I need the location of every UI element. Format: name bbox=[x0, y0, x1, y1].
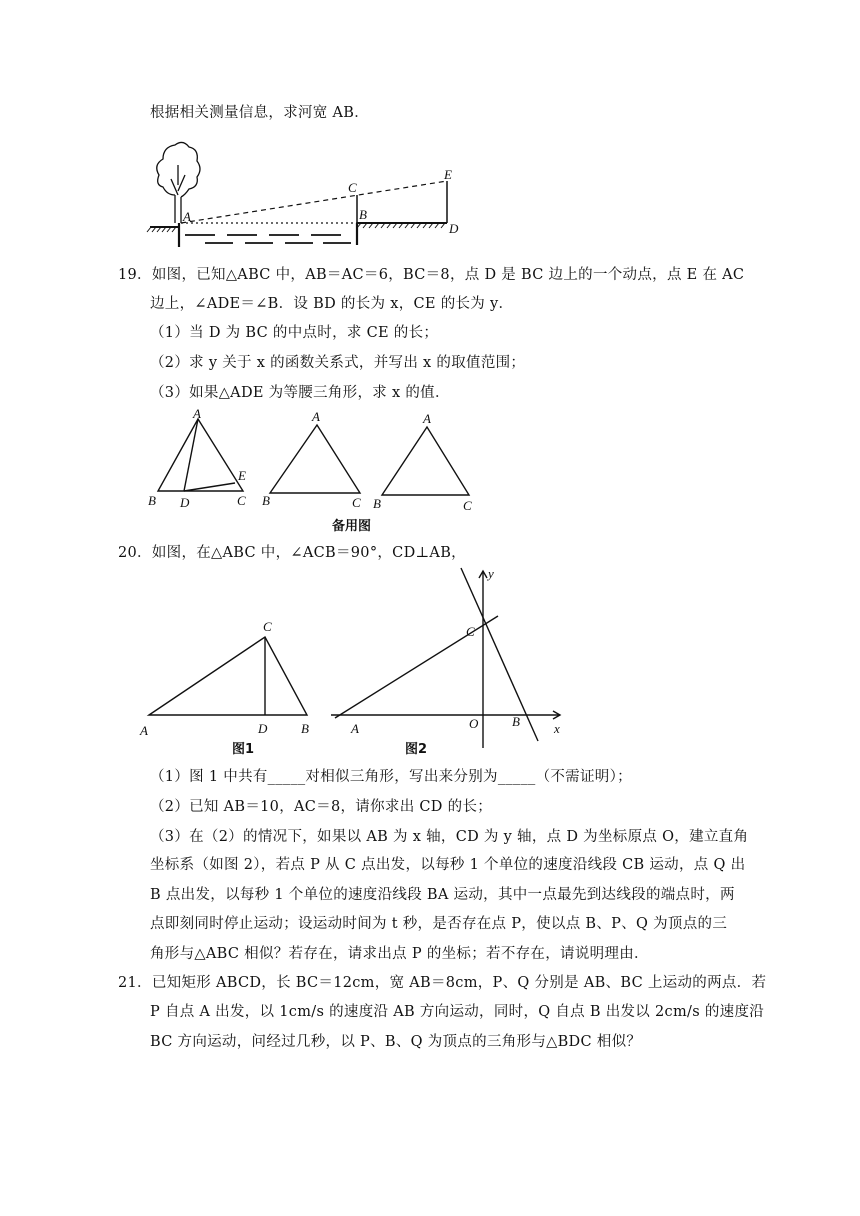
q20-part-3-line-1: （3）在（2）的情况下，如果以 AB 为 x 轴，CD 为 y 轴，点 D 为坐标原点 O，建立直角 bbox=[150, 829, 749, 845]
t2-label-C: C bbox=[352, 495, 361, 510]
t1-label-E: E bbox=[238, 468, 246, 483]
t3-label-A: A bbox=[423, 411, 431, 426]
g2-label-A: A bbox=[351, 721, 359, 736]
g1-label-A: A bbox=[140, 723, 148, 738]
label-E: E bbox=[444, 167, 452, 182]
q20-part-1: （1）图 1 中共有_____对相似三角形，写出来分别为_____（不需证明）； bbox=[150, 769, 632, 785]
g1-label-D: D bbox=[258, 721, 268, 736]
q21-line-1: 21．已知矩形 ABCD，长 BC＝12cm，宽 AB＝8cm，P、Q 分别是 AB、BC 上运动的两点．若 bbox=[118, 975, 767, 991]
g2-label-O: O bbox=[469, 716, 479, 731]
t1-label-D: D bbox=[180, 495, 190, 510]
tree-icon bbox=[157, 142, 200, 223]
t1-label-A: A bbox=[193, 406, 201, 421]
t2-label-B: B bbox=[262, 493, 270, 508]
q19-stem-line-2: 边上，∠ADE＝∠B．设 BD 的长为 x，CE 的长为 y． bbox=[150, 296, 514, 312]
g2-label-y: y bbox=[488, 566, 494, 581]
label-D: D bbox=[449, 221, 459, 236]
q19-part-1: （1）当 D 为 BC 的中点时，求 CE 的长； bbox=[150, 325, 439, 341]
g1-caption: 图1 bbox=[232, 742, 255, 757]
q18-text-end: 根据相关测量信息，求河宽 AB． bbox=[150, 105, 370, 121]
q20-stem: 20．如图，在△ABC 中，∠ACB＝90°，CD⊥AB， bbox=[118, 545, 466, 561]
label-A: A bbox=[183, 209, 191, 224]
q21-line-3: BC 方向运动，问经过几秒，以 P、B、Q 为顶点的三角形与△BDC 相似？ bbox=[150, 1034, 642, 1050]
q19-part-2: （2）求 y 关于 x 的函数关系式，并写出 x 的取值范围； bbox=[150, 355, 526, 371]
t3-label-C: C bbox=[463, 498, 472, 513]
t1-label-B: B bbox=[148, 493, 156, 508]
q20-part-3-line-3: B 点出发，以每秒 1 个单位的速度沿线段 BA 运动，其中一点最先到达线段的端点时，两 bbox=[150, 887, 735, 903]
g2-label-B: B bbox=[512, 714, 520, 729]
q19-triangles-figure bbox=[140, 405, 500, 537]
g1-label-C: C bbox=[263, 619, 272, 634]
q21-line-2: P 自点 A 出发，以 1cm/s 的速度沿 AB 方向运动，同时，Q 自点 B 出发以 2cm/s 的速度沿 bbox=[150, 1004, 765, 1020]
label-B: B bbox=[359, 207, 367, 222]
label-C: C bbox=[348, 180, 357, 195]
g2-label-C: C bbox=[466, 624, 475, 639]
q19-part-3: （3）如果△ADE 为等腰三角形，求 x 的值． bbox=[150, 385, 450, 401]
river-measurement-figure bbox=[145, 135, 475, 250]
t3-label-B: B bbox=[373, 496, 381, 511]
g1-label-B: B bbox=[301, 721, 309, 736]
g2-caption: 图2 bbox=[405, 742, 428, 757]
q20-part-3-line-5: 角形与△ABC 相似？若存在，请求出点 P 的坐标；若不存在，请说明理由． bbox=[150, 946, 649, 962]
g2-label-x: x bbox=[554, 721, 560, 736]
q19-figure-caption: 备用图 bbox=[332, 519, 372, 534]
q20-part-2: （2）已知 AB＝10，AC＝8，请你求出 CD 的长； bbox=[150, 799, 493, 815]
t1-label-C: C bbox=[237, 493, 246, 508]
q20-part-3-line-2: 坐标系（如图 2），若点 P 从 C 点出发，以每秒 1 个单位的速度沿线段 CB 运动，点 Q 出 bbox=[150, 857, 746, 873]
q19-stem-line-1: 19．如图，已知△ABC 中，AB＝AC＝6，BC＝8，点 D 是 BC 边上的一个动点，点 E 在 AC bbox=[118, 267, 745, 283]
t2-label-A: A bbox=[312, 409, 320, 424]
q20-part-3-line-4: 点即刻同时停止运动；设运动时间为 t 秒，是否存在点 P，使以点 B、P、Q 为顶点的三 bbox=[150, 916, 728, 932]
q20-figures bbox=[135, 563, 575, 763]
